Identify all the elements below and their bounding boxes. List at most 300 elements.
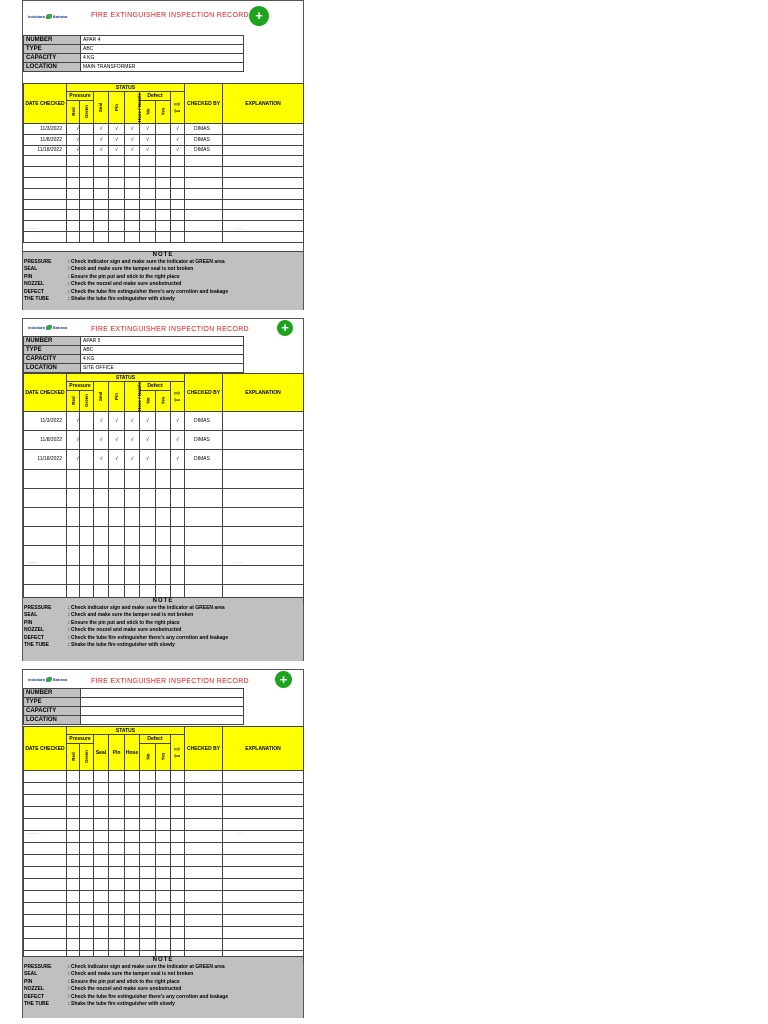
red-check[interactable]: √ xyxy=(67,450,80,469)
date-cell[interactable]: 11/18/2022 xyxy=(24,450,67,469)
empty-cell[interactable] xyxy=(24,507,67,526)
empty-cell[interactable] xyxy=(125,221,140,232)
no-defect-check[interactable]: √ xyxy=(140,450,156,469)
empty-cell[interactable] xyxy=(156,795,171,807)
type-value[interactable]: ABC xyxy=(81,45,244,54)
empty-cell[interactable] xyxy=(94,867,109,879)
empty-cell[interactable] xyxy=(185,527,223,546)
empty-cell[interactable] xyxy=(24,771,67,783)
empty-cell[interactable] xyxy=(67,565,80,584)
red-check[interactable]: √ xyxy=(67,134,80,145)
hose-check[interactable]: √ xyxy=(125,134,140,145)
empty-cell[interactable] xyxy=(125,927,140,939)
empty-cell[interactable] xyxy=(156,431,171,450)
empty-cell[interactable] xyxy=(171,879,185,891)
empty-cell[interactable] xyxy=(140,915,156,927)
empty-cell[interactable] xyxy=(140,210,156,221)
empty-cell[interactable] xyxy=(125,867,140,879)
empty-cell[interactable] xyxy=(140,771,156,783)
empty-cell[interactable] xyxy=(94,927,109,939)
capacity-value[interactable] xyxy=(81,707,244,716)
empty-cell[interactable] xyxy=(185,546,223,565)
empty-cell[interactable] xyxy=(185,221,223,232)
empty-cell[interactable] xyxy=(156,783,171,795)
tube-check[interactable]: √ xyxy=(171,124,185,135)
empty-cell[interactable] xyxy=(109,795,125,807)
empty-cell[interactable] xyxy=(80,210,94,221)
date-cell[interactable]: 11/8/2022 xyxy=(24,431,67,450)
empty-cell[interactable] xyxy=(125,188,140,199)
empty-cell[interactable] xyxy=(171,199,185,210)
empty-cell[interactable] xyxy=(223,843,304,855)
empty-cell[interactable] xyxy=(171,221,185,232)
empty-cell[interactable] xyxy=(67,167,80,178)
empty-cell[interactable] xyxy=(109,771,125,783)
empty-cell[interactable] xyxy=(24,879,67,891)
empty-cell[interactable] xyxy=(94,565,109,584)
empty-cell[interactable] xyxy=(109,915,125,927)
empty-cell[interactable] xyxy=(185,177,223,188)
empty-cell[interactable] xyxy=(80,546,94,565)
empty-cell[interactable] xyxy=(94,843,109,855)
empty-cell[interactable] xyxy=(185,879,223,891)
empty-cell[interactable] xyxy=(94,177,109,188)
empty-cell[interactable] xyxy=(156,145,171,156)
empty-cell[interactable] xyxy=(171,795,185,807)
empty-cell[interactable] xyxy=(80,188,94,199)
empty-cell[interactable] xyxy=(125,819,140,831)
empty-cell[interactable] xyxy=(94,221,109,232)
empty-cell[interactable] xyxy=(140,469,156,488)
empty-cell[interactable] xyxy=(80,177,94,188)
seal-check[interactable]: √ xyxy=(94,124,109,135)
empty-cell[interactable] xyxy=(24,469,67,488)
empty-cell[interactable] xyxy=(156,891,171,903)
empty-cell[interactable] xyxy=(223,795,304,807)
empty-cell[interactable] xyxy=(171,231,185,242)
empty-cell[interactable] xyxy=(24,843,67,855)
empty-cell[interactable] xyxy=(109,783,125,795)
checked-by-cell[interactable]: DIMAS xyxy=(185,124,223,135)
empty-cell[interactable] xyxy=(171,565,185,584)
empty-cell[interactable] xyxy=(140,867,156,879)
seal-check[interactable]: √ xyxy=(94,145,109,156)
empty-cell[interactable] xyxy=(67,795,80,807)
empty-cell[interactable] xyxy=(109,469,125,488)
empty-cell[interactable] xyxy=(125,783,140,795)
empty-cell[interactable] xyxy=(156,210,171,221)
empty-cell[interactable] xyxy=(223,145,304,156)
empty-cell[interactable] xyxy=(67,231,80,242)
empty-cell[interactable] xyxy=(24,807,67,819)
empty-cell[interactable] xyxy=(185,231,223,242)
empty-cell[interactable] xyxy=(125,831,140,843)
empty-cell[interactable] xyxy=(109,177,125,188)
empty-cell[interactable] xyxy=(80,469,94,488)
empty-cell[interactable] xyxy=(223,819,304,831)
empty-cell[interactable] xyxy=(156,167,171,178)
empty-cell[interactable] xyxy=(125,488,140,507)
empty-cell[interactable] xyxy=(156,507,171,526)
empty-cell[interactable] xyxy=(185,927,223,939)
empty-cell[interactable] xyxy=(140,507,156,526)
empty-cell[interactable] xyxy=(94,855,109,867)
empty-cell[interactable] xyxy=(171,546,185,565)
empty-cell[interactable] xyxy=(94,156,109,167)
empty-cell[interactable] xyxy=(223,210,304,221)
empty-cell[interactable] xyxy=(156,831,171,843)
empty-cell[interactable] xyxy=(109,546,125,565)
checked-by-cell[interactable]: DIMAS xyxy=(185,412,223,431)
empty-cell[interactable] xyxy=(24,210,67,221)
no-defect-check[interactable]: √ xyxy=(140,124,156,135)
empty-cell[interactable] xyxy=(80,879,94,891)
empty-cell[interactable] xyxy=(140,843,156,855)
empty-cell[interactable] xyxy=(94,488,109,507)
empty-cell[interactable] xyxy=(223,412,304,431)
empty-cell[interactable] xyxy=(80,831,94,843)
hose-check[interactable]: √ xyxy=(125,124,140,135)
empty-cell[interactable] xyxy=(24,891,67,903)
seal-check[interactable]: √ xyxy=(94,134,109,145)
empty-cell[interactable] xyxy=(80,783,94,795)
empty-cell[interactable] xyxy=(109,488,125,507)
empty-cell[interactable] xyxy=(156,565,171,584)
empty-cell[interactable] xyxy=(185,488,223,507)
pin-check[interactable]: √ xyxy=(109,134,125,145)
empty-cell[interactable] xyxy=(109,210,125,221)
empty-cell[interactable] xyxy=(24,915,67,927)
empty-cell[interactable] xyxy=(171,783,185,795)
empty-cell[interactable] xyxy=(109,927,125,939)
empty-cell[interactable] xyxy=(94,891,109,903)
empty-cell[interactable] xyxy=(171,167,185,178)
empty-cell[interactable] xyxy=(109,156,125,167)
empty-cell[interactable] xyxy=(140,231,156,242)
empty-cell[interactable] xyxy=(140,819,156,831)
empty-cell[interactable] xyxy=(223,915,304,927)
empty-cell[interactable] xyxy=(80,507,94,526)
empty-cell[interactable] xyxy=(109,831,125,843)
empty-cell[interactable] xyxy=(223,891,304,903)
checked-by-cell[interactable]: DIMAS xyxy=(185,134,223,145)
empty-cell[interactable] xyxy=(140,221,156,232)
empty-cell[interactable] xyxy=(185,210,223,221)
empty-cell[interactable] xyxy=(171,507,185,526)
empty-cell[interactable] xyxy=(109,221,125,232)
empty-cell[interactable] xyxy=(80,431,94,450)
empty-cell[interactable] xyxy=(140,927,156,939)
empty-cell[interactable] xyxy=(156,903,171,915)
empty-cell[interactable] xyxy=(125,903,140,915)
no-defect-check[interactable]: √ xyxy=(140,145,156,156)
empty-cell[interactable] xyxy=(140,546,156,565)
empty-cell[interactable] xyxy=(223,807,304,819)
empty-cell[interactable] xyxy=(94,831,109,843)
empty-cell[interactable] xyxy=(24,819,67,831)
empty-cell[interactable] xyxy=(94,231,109,242)
empty-cell[interactable] xyxy=(223,431,304,450)
empty-cell[interactable] xyxy=(171,819,185,831)
capacity-value[interactable]: 4 KG xyxy=(81,54,244,63)
empty-cell[interactable] xyxy=(109,939,125,951)
location-value[interactable]: MAIN TRANSFORMER xyxy=(81,63,244,72)
empty-cell[interactable] xyxy=(80,819,94,831)
empty-cell[interactable] xyxy=(140,188,156,199)
empty-cell[interactable] xyxy=(185,891,223,903)
empty-cell[interactable] xyxy=(67,527,80,546)
empty-cell[interactable] xyxy=(125,527,140,546)
empty-cell[interactable] xyxy=(67,855,80,867)
empty-cell[interactable] xyxy=(125,771,140,783)
empty-cell[interactable] xyxy=(125,879,140,891)
empty-cell[interactable] xyxy=(156,156,171,167)
empty-cell[interactable] xyxy=(171,210,185,221)
empty-cell[interactable] xyxy=(67,199,80,210)
empty-cell[interactable] xyxy=(67,771,80,783)
date-cell[interactable]: 11/3/2022 xyxy=(24,412,67,431)
empty-cell[interactable] xyxy=(185,167,223,178)
empty-cell[interactable] xyxy=(223,124,304,135)
date-cell[interactable]: 11/8/2022 xyxy=(24,134,67,145)
empty-cell[interactable] xyxy=(156,927,171,939)
empty-cell[interactable] xyxy=(24,177,67,188)
empty-cell[interactable] xyxy=(125,891,140,903)
empty-cell[interactable] xyxy=(24,199,67,210)
empty-cell[interactable] xyxy=(80,134,94,145)
empty-cell[interactable] xyxy=(140,177,156,188)
empty-cell[interactable] xyxy=(24,795,67,807)
empty-cell[interactable] xyxy=(80,903,94,915)
empty-cell[interactable] xyxy=(156,807,171,819)
empty-cell[interactable] xyxy=(109,843,125,855)
empty-cell[interactable] xyxy=(80,145,94,156)
empty-cell[interactable] xyxy=(94,903,109,915)
empty-cell[interactable] xyxy=(156,199,171,210)
empty-cell[interactable] xyxy=(140,855,156,867)
pin-check[interactable]: √ xyxy=(109,145,125,156)
empty-cell[interactable] xyxy=(67,546,80,565)
empty-cell[interactable] xyxy=(171,915,185,927)
empty-cell[interactable] xyxy=(223,565,304,584)
empty-cell[interactable] xyxy=(94,507,109,526)
tube-check[interactable]: √ xyxy=(171,412,185,431)
empty-cell[interactable] xyxy=(156,124,171,135)
empty-cell[interactable] xyxy=(223,221,304,232)
empty-cell[interactable] xyxy=(223,939,304,951)
empty-cell[interactable] xyxy=(24,231,67,242)
empty-cell[interactable] xyxy=(171,867,185,879)
empty-cell[interactable] xyxy=(80,771,94,783)
number-value[interactable]: APAR 5 xyxy=(81,337,244,346)
empty-cell[interactable] xyxy=(109,903,125,915)
empty-cell[interactable] xyxy=(223,156,304,167)
empty-cell[interactable] xyxy=(80,167,94,178)
empty-cell[interactable] xyxy=(80,124,94,135)
tube-check[interactable]: √ xyxy=(171,145,185,156)
empty-cell[interactable] xyxy=(109,565,125,584)
empty-cell[interactable] xyxy=(185,903,223,915)
empty-cell[interactable] xyxy=(80,488,94,507)
empty-cell[interactable] xyxy=(80,939,94,951)
empty-cell[interactable] xyxy=(140,903,156,915)
empty-cell[interactable] xyxy=(223,546,304,565)
empty-cell[interactable] xyxy=(80,915,94,927)
empty-cell[interactable] xyxy=(94,819,109,831)
empty-cell[interactable] xyxy=(67,843,80,855)
empty-cell[interactable] xyxy=(67,903,80,915)
empty-cell[interactable] xyxy=(140,565,156,584)
empty-cell[interactable] xyxy=(171,527,185,546)
empty-cell[interactable] xyxy=(109,819,125,831)
pin-check[interactable]: √ xyxy=(109,450,125,469)
empty-cell[interactable] xyxy=(80,221,94,232)
empty-cell[interactable] xyxy=(185,843,223,855)
empty-cell[interactable] xyxy=(156,867,171,879)
number-value[interactable] xyxy=(81,689,244,698)
empty-cell[interactable] xyxy=(67,507,80,526)
empty-cell[interactable] xyxy=(140,156,156,167)
empty-cell[interactable] xyxy=(125,807,140,819)
empty-cell[interactable] xyxy=(24,927,67,939)
empty-cell[interactable] xyxy=(67,807,80,819)
empty-cell[interactable] xyxy=(109,891,125,903)
empty-cell[interactable] xyxy=(24,855,67,867)
empty-cell[interactable] xyxy=(109,199,125,210)
empty-cell[interactable] xyxy=(171,927,185,939)
empty-cell[interactable] xyxy=(24,527,67,546)
empty-cell[interactable] xyxy=(171,177,185,188)
empty-cell[interactable] xyxy=(109,807,125,819)
tube-check[interactable]: √ xyxy=(171,431,185,450)
empty-cell[interactable] xyxy=(223,231,304,242)
empty-cell[interactable] xyxy=(223,199,304,210)
empty-cell[interactable] xyxy=(156,915,171,927)
red-check[interactable]: √ xyxy=(67,412,80,431)
empty-cell[interactable] xyxy=(185,188,223,199)
empty-cell[interactable] xyxy=(156,221,171,232)
seal-check[interactable]: √ xyxy=(94,431,109,450)
empty-cell[interactable] xyxy=(80,855,94,867)
empty-cell[interactable] xyxy=(223,927,304,939)
empty-cell[interactable] xyxy=(94,210,109,221)
no-defect-check[interactable]: √ xyxy=(140,431,156,450)
empty-cell[interactable] xyxy=(185,915,223,927)
empty-cell[interactable] xyxy=(140,807,156,819)
empty-cell[interactable] xyxy=(67,879,80,891)
empty-cell[interactable] xyxy=(80,412,94,431)
hose-check[interactable]: √ xyxy=(125,450,140,469)
empty-cell[interactable] xyxy=(140,795,156,807)
red-check[interactable]: √ xyxy=(67,431,80,450)
empty-cell[interactable] xyxy=(171,843,185,855)
empty-cell[interactable] xyxy=(223,527,304,546)
empty-cell[interactable] xyxy=(156,939,171,951)
empty-cell[interactable] xyxy=(67,831,80,843)
empty-cell[interactable] xyxy=(67,915,80,927)
empty-cell[interactable] xyxy=(94,167,109,178)
tube-check[interactable]: √ xyxy=(171,450,185,469)
empty-cell[interactable] xyxy=(185,156,223,167)
empty-cell[interactable] xyxy=(140,783,156,795)
empty-cell[interactable] xyxy=(185,855,223,867)
empty-cell[interactable] xyxy=(80,199,94,210)
hose-check[interactable]: √ xyxy=(125,412,140,431)
empty-cell[interactable] xyxy=(67,469,80,488)
empty-cell[interactable] xyxy=(94,199,109,210)
empty-cell[interactable] xyxy=(24,903,67,915)
empty-cell[interactable] xyxy=(140,831,156,843)
empty-cell[interactable] xyxy=(80,231,94,242)
empty-cell[interactable] xyxy=(80,867,94,879)
empty-cell[interactable] xyxy=(109,231,125,242)
empty-cell[interactable] xyxy=(185,795,223,807)
type-value[interactable] xyxy=(81,698,244,707)
empty-cell[interactable] xyxy=(171,831,185,843)
empty-cell[interactable] xyxy=(223,855,304,867)
empty-cell[interactable] xyxy=(156,488,171,507)
hose-check[interactable]: √ xyxy=(125,431,140,450)
empty-cell[interactable] xyxy=(80,156,94,167)
empty-cell[interactable] xyxy=(109,507,125,526)
empty-cell[interactable] xyxy=(185,771,223,783)
empty-cell[interactable] xyxy=(67,488,80,507)
no-defect-check[interactable]: √ xyxy=(140,134,156,145)
empty-cell[interactable] xyxy=(156,843,171,855)
empty-cell[interactable] xyxy=(80,450,94,469)
empty-cell[interactable] xyxy=(80,891,94,903)
empty-cell[interactable] xyxy=(223,831,304,843)
empty-cell[interactable] xyxy=(223,771,304,783)
empty-cell[interactable] xyxy=(125,469,140,488)
empty-cell[interactable] xyxy=(94,879,109,891)
empty-cell[interactable] xyxy=(125,939,140,951)
empty-cell[interactable] xyxy=(94,915,109,927)
empty-cell[interactable] xyxy=(109,188,125,199)
empty-cell[interactable] xyxy=(94,546,109,565)
empty-cell[interactable] xyxy=(156,188,171,199)
empty-cell[interactable] xyxy=(109,527,125,546)
checked-by-cell[interactable]: DIMAS xyxy=(185,450,223,469)
empty-cell[interactable] xyxy=(125,855,140,867)
location-value[interactable]: SITE OFFICE xyxy=(81,364,244,373)
empty-cell[interactable] xyxy=(24,156,67,167)
type-value[interactable]: ABC xyxy=(81,346,244,355)
date-cell[interactable]: 11/3/2022 xyxy=(24,124,67,135)
empty-cell[interactable] xyxy=(109,879,125,891)
empty-cell[interactable] xyxy=(156,450,171,469)
empty-cell[interactable] xyxy=(125,546,140,565)
empty-cell[interactable] xyxy=(94,469,109,488)
empty-cell[interactable] xyxy=(125,177,140,188)
empty-cell[interactable] xyxy=(24,939,67,951)
empty-cell[interactable] xyxy=(223,488,304,507)
red-check[interactable]: √ xyxy=(67,145,80,156)
empty-cell[interactable] xyxy=(223,188,304,199)
empty-cell[interactable] xyxy=(185,939,223,951)
empty-cell[interactable] xyxy=(67,210,80,221)
empty-cell[interactable] xyxy=(156,412,171,431)
empty-cell[interactable] xyxy=(156,819,171,831)
checked-by-cell[interactable]: DIMAS xyxy=(185,431,223,450)
empty-cell[interactable] xyxy=(80,795,94,807)
empty-cell[interactable] xyxy=(24,783,67,795)
empty-cell[interactable] xyxy=(67,221,80,232)
empty-cell[interactable] xyxy=(94,939,109,951)
empty-cell[interactable] xyxy=(185,831,223,843)
empty-cell[interactable] xyxy=(94,807,109,819)
empty-cell[interactable] xyxy=(171,939,185,951)
